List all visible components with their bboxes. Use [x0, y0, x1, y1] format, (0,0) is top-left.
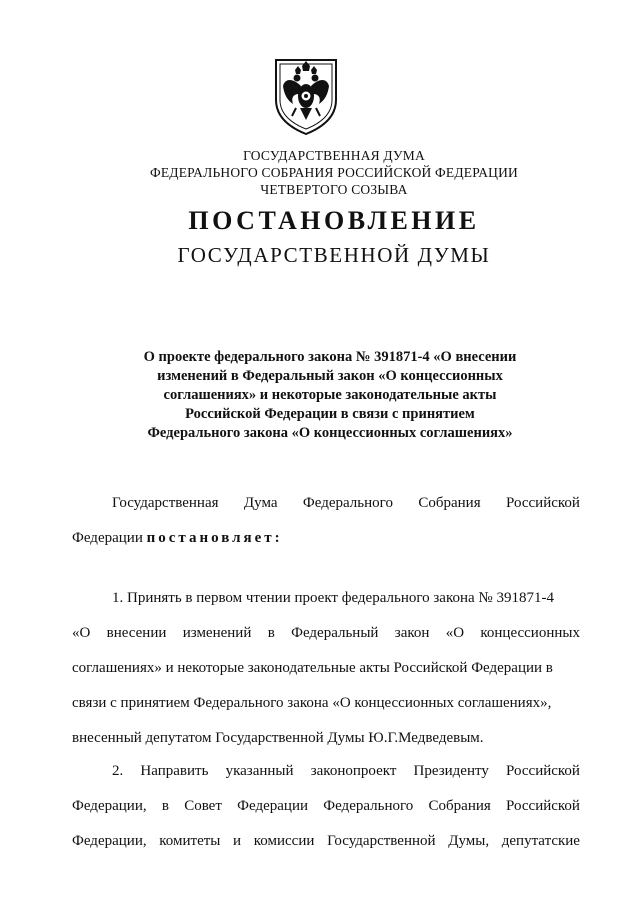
para2-word: комиссии — [253, 833, 315, 849]
resolution-subject — [80, 348, 580, 443]
header-line-2: ФЕДЕРАЛЬНОГО СОБРАНИЯ РОССИЙСКОЙ ФЕДЕРАЦИИ — [150, 165, 518, 180]
para2-word: Совет — [184, 798, 222, 814]
para2-word: Думы, — [448, 833, 490, 849]
para1-word: внесении — [106, 625, 167, 641]
document-title: ПОСТАНОВЛЕНИЕ — [188, 206, 480, 235]
para2-line-2 — [72, 798, 580, 815]
para2-word: Государственной — [327, 833, 436, 849]
preamble-line-1 — [72, 495, 580, 512]
header-line-3: ЧЕТВЕРТОГО СОЗЫВА — [260, 182, 408, 197]
para1-word: «О — [445, 625, 465, 641]
para2-word: Президенту — [413, 763, 489, 779]
para1-line-5: внесенный депутатом Государственной Думы Ю.Г.Медведевым. — [72, 730, 484, 746]
para2-word: и — [233, 833, 242, 849]
para2-word: Федерального — [323, 798, 414, 814]
preamble-word: Государственная — [112, 495, 219, 511]
preamble-word: Российской — [506, 495, 580, 511]
para1-word: изменений — [182, 625, 252, 641]
subject-line: Российской Федерации в связи с принятием — [185, 406, 475, 422]
preamble-word: Собрания — [418, 495, 481, 511]
para2-word: Федерации — [237, 798, 308, 814]
para2-word: 2. — [112, 763, 124, 779]
para1-line-2 — [72, 625, 580, 642]
para2-word: Собрания — [428, 798, 491, 814]
para1-word: концессионных — [480, 625, 580, 641]
para2-line-1 — [72, 763, 580, 780]
document-subtitle: ГОСУДАРСТВЕННОЙ ДУМЫ — [177, 243, 491, 267]
para2-word: депутатские — [501, 833, 580, 849]
para1-word: Федеральный — [291, 625, 379, 641]
para2-word: в — [161, 798, 169, 814]
para1-line-3: соглашениях» и некоторые законодательные акты Российской Федерации в — [72, 660, 553, 676]
para2-word: законопроект — [310, 763, 397, 779]
subject-line: изменений в Федеральный закон «О концессионных — [157, 368, 503, 384]
preamble-word: Дума — [243, 495, 278, 511]
preamble-decree-word: постановляет: — [146, 530, 283, 546]
para2-word: Российской — [506, 763, 580, 779]
state-emblem-icon — [271, 56, 341, 136]
para2-word: указанный — [225, 763, 294, 779]
para2-word: Федерации, — [72, 833, 147, 849]
para2-word: Направить — [140, 763, 209, 779]
subject-line: Федерального закона «О концессионных соглашениях» — [147, 425, 513, 441]
para2-line-3 — [72, 833, 580, 850]
para1-word: в — [267, 625, 275, 641]
preamble-word: Федерального — [302, 495, 393, 511]
para1-word: «О — [72, 625, 91, 641]
para2-word: Федерации, — [72, 798, 147, 814]
subject-line: О проекте федерального закона № 391871-4 «О внесении — [143, 349, 517, 365]
preamble-prefix: Федерации — [72, 530, 143, 546]
para2-word: Российской — [506, 798, 580, 814]
para1-word: закон — [394, 625, 430, 641]
para1-line-4: связи с принятием Федерального закона «О концессионных соглашениях», — [72, 695, 552, 711]
header-line-1: ГОСУДАРСТВЕННАЯ ДУМА — [243, 148, 425, 163]
institution-header — [0, 147, 640, 198]
para2-word: комитеты — [159, 833, 221, 849]
preamble-line-2 — [72, 530, 580, 547]
para1-line-1: 1. Принять в первом чтении проект федерального закона № 391871-4 — [112, 590, 554, 606]
subject-line: соглашениях» и некоторые законодательные акты — [163, 387, 497, 403]
